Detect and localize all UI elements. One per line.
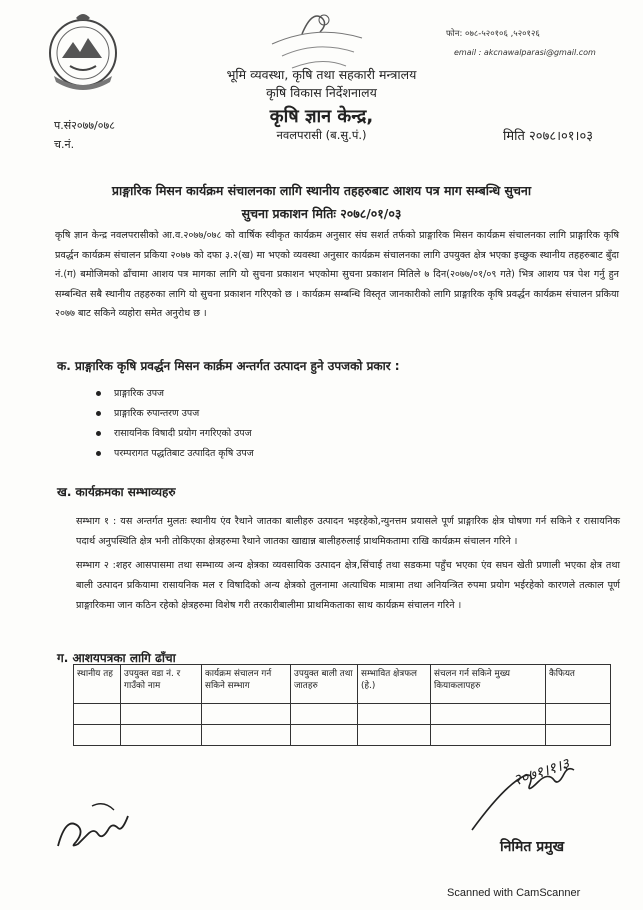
sambhag-2-paragraph: सम्भाग २ :शहर आसपासमा तथा सम्भाव्य अन्य क्षेत्रका व्यवसायिक उत्पादन क्षेत्र,सिंचाई तथा सडकमा पहुँच भएका एंव सघन खेती प्रणाली भएका क्षेत्र तथा बाली उत्पादन प्रकियामा रासायनिक मल र विषादिको अन्य क्षेत्रको तुलनामा अत्याधिक मात्रामा तथा अनियन्त्रित रुपमा प्रयोग भईरहेको कारणले तत्काल पूर्ण प्राङ्गारिकमा जान कठिन रहेको क्षेत्रहरुमा विशेष गरी तरकारीबालीमा प्राथमिकताका साथ कार्यक्रम संचालन गरिने ।	[76, 560, 620, 611]
section-ka-heading: क. प्राङ्गारिक कृषि प्रवर्द्धन मिसन कार्क्रम अन्तर्गत उत्पादन हुने उपजको प्रकार :	[57, 359, 400, 373]
section-kha-heading: ख. कार्यक्रमका सम्भाव्यहरु	[57, 485, 176, 499]
list-item: रासायनिक विषादी प्रयोग नगरिएको उपज	[96, 424, 254, 444]
signer-title: निमित प्रमुख	[500, 839, 565, 855]
reference-number: प.सं२०७७/०७८	[54, 119, 115, 132]
bullet-icon	[96, 391, 101, 396]
signature-left	[48, 786, 138, 858]
table-header-cell: कैफियत	[546, 665, 611, 704]
letter-date: मिति २०७८।०१।०३	[503, 129, 593, 144]
scanner-watermark: Scanned with CamScanner	[447, 887, 581, 899]
handwritten-date: २०७१।१।३	[510, 754, 572, 790]
list-item: परम्परागत पद्धतिबाट उत्पादित कृषि उपज	[96, 444, 254, 464]
letter-of-intent-table	[73, 664, 611, 746]
table-header-cell: संचलन गर्न सकिने मुख्य कियाकलापहरु	[431, 665, 546, 704]
table-header-cell: उपयुक्त वडा नं. र गाउँको नाम	[121, 665, 202, 704]
table-header-cell: स्थानीय तह	[74, 665, 121, 704]
table-row	[74, 725, 611, 746]
produce-type-list	[96, 384, 254, 464]
chalan-number: च.नं.	[54, 138, 75, 151]
table-header-cell: उपयुक्त बाली तथा जातहरु	[291, 665, 358, 704]
sambhag-1-paragraph: सम्भाग १ : यस अन्तर्गत मुलतः स्थानीय एंव रैथाने जातका बालीहरु उत्पादन भइरहेको,न्युनत्तम प्रयासले पूर्ण प्राङ्गारिक क्षेत्र घोषणा गर्न सकिने र रासायनिक पदार्थ अनुपस्थिति क्षेत्र भनी तोकिएका क्षेत्रहरुमा रैथाने जातका खाद्यान्न बालीहरुलाई प्राथमिकतामा राखि कार्यक्रम संचालन गरिने ।	[76, 516, 620, 547]
table-header-cell: सम्भावित क्षेत्रफल (हे.)	[358, 665, 431, 704]
email-address: email : akcnawalparasi@gmail.com	[454, 48, 596, 57]
signature-right	[464, 746, 604, 842]
phone-number: फोन: ०७८-५२०१०६ ,५२०१२६	[446, 29, 540, 39]
table-row	[74, 704, 611, 725]
office-name: कृषि ज्ञान केन्द्र,	[269, 106, 374, 127]
intro-paragraph: कृषि ज्ञान केन्द्र नवलपरासीको आ.व.२०७७/०७८ को वार्षिक स्वीकृत कार्यक्रम अनुसार संघ सशर्त तर्फको प्राङ्गारिक मिसन कार्यक्रम संचालनका लागि प्राङ्गारिक कृषि प्रवर्द्धन कार्यक्रम संचालन प्रकिया २०७७ को दफा ३.२(ख) मा भएको व्यवस्था अनुसार कार्यक्रम संचालनका लागि उपयुक्त क्षेत्र भएका इच्छुक स्थानीय तहहरुबाट बुँदा नं.(ग) बमोजिमको ढाँचामा आशय पत्र मागका लागि यो सुचना प्रकाशन भएकोमा सुचना प्रकाशन मितिले ७ दिन(२०७७/०१/०९ गते) भित्र आशय पत्र पेश गर्नु हुन सम्बन्धित सबै स्थानीय तहहरुका लागि यो सुचना प्रकाशन गरिएको छ । कार्यक्रम सम्बन्धि विस्तृत जानकारीको लागि प्राङ्गारिक कृषि प्रवर्द्धन कार्यक्रम संचालन प्रकिया २०७७ बाट सकिने व्यहोरा समेत अनुरोध छ ।	[55, 230, 619, 320]
directorate-name: कृषि विकास निर्देशनालय	[266, 85, 377, 100]
table-header-cell: कार्यक्रम संचालन गर्न सकिने सम्भाग	[202, 665, 291, 704]
list-item: प्राङ्गारिक रुपान्तरण उपज	[96, 404, 254, 424]
ministry-name: भूमि व्यवस्था, कृषि तथा सहकारी मन्त्रालय	[226, 67, 417, 82]
list-item: प्राङ्गारिक उपज	[96, 384, 254, 404]
bullet-icon	[96, 451, 101, 456]
section-ga-heading: ग. आशयपत्रका लागि ढाँचा	[57, 651, 176, 665]
bullet-icon	[96, 411, 101, 416]
table-header-row	[74, 665, 611, 704]
office-location: नवलपरासी (ब.सु.पं.)	[276, 128, 367, 142]
notice-title: प्राङ्गारिक मिसन कार्यक्रम संचालनका लागि स्थानीय तहहरुबाट आशय पत्र माग सम्बन्धि सुचना	[111, 183, 532, 198]
bullet-icon	[96, 431, 101, 436]
notice-subtitle: सुचना प्रकाशन मितिः २०७८/०१/०३	[241, 206, 402, 221]
